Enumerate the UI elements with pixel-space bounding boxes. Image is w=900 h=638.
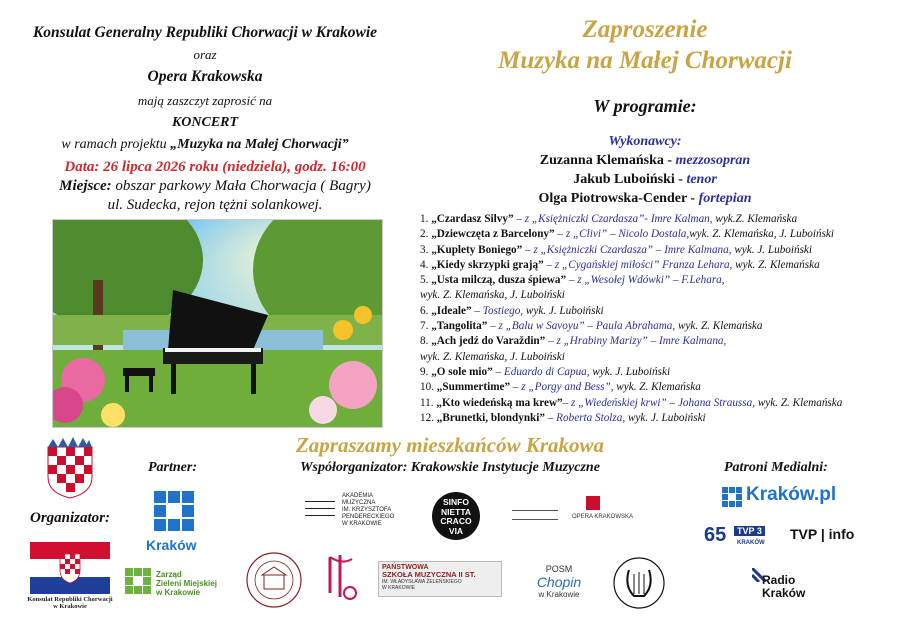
program-item-performers: wyk. Z. Klemańska xyxy=(675,320,763,333)
program-item-title: „Summertime” xyxy=(436,381,511,394)
consulate-name: Konsulat Generalny Republiki Chorwacji w Krakowie xyxy=(32,24,378,41)
date-line xyxy=(40,158,390,177)
program-item-title: „Kto wiedeńską ma krew” xyxy=(436,396,563,409)
program-item xyxy=(420,212,890,227)
program-item-title: „Ideale” xyxy=(431,304,472,317)
program-item-source: – Roberta Stolza, xyxy=(544,411,626,424)
performer-role: tenor xyxy=(686,172,717,187)
program-item-number: 7. xyxy=(420,320,432,333)
krakow-pl-text: Kraków.pl xyxy=(746,484,837,505)
pszm-text-1: PAŃSTWOWA xyxy=(382,564,429,571)
program-item-performers: wyk. Z. Klemańska xyxy=(755,396,843,409)
lyre-school-emblem-logo xyxy=(612,556,666,610)
posm-text-2: Chopin xyxy=(536,574,582,590)
program-item-number: 8. xyxy=(420,335,432,348)
program-item-title: „Tangolita” xyxy=(431,320,488,333)
and-text: oraz xyxy=(193,47,217,62)
date-value: 26 lipca 2026 roku (niedziela), godz. 16:00 xyxy=(99,159,366,175)
zarzad-line-3: w Krakowie xyxy=(156,588,201,597)
akademia-text-1: AKADEMIA xyxy=(342,493,374,499)
program-item-source: – z „Księżniczki Czardasza” – Imre Kalmana, xyxy=(522,243,732,256)
program-item xyxy=(420,396,890,411)
pszm-text-4: W KRAKOWIE xyxy=(382,585,416,591)
krakow-pl-icon xyxy=(722,487,742,507)
program-list xyxy=(420,212,890,426)
akademia-text-3: IM. KRZYSZTOFA xyxy=(342,507,392,513)
posm-chopin-logo xyxy=(524,564,594,599)
patrons-label: Patroni Medialni: xyxy=(724,460,828,475)
performers-list xyxy=(440,151,850,208)
event-details xyxy=(40,158,390,215)
tvp3-number: 65 xyxy=(704,524,727,546)
posm-text-3: w Krakowie xyxy=(538,590,580,599)
program-item-title: „Ach jedź do Varaždin” xyxy=(431,335,546,348)
program-item xyxy=(420,380,890,395)
krakow-partner-text: Kraków xyxy=(146,537,197,553)
program-item-title: „O sole mio” xyxy=(431,365,493,378)
program-item-number: 10. xyxy=(420,381,437,394)
program-item-number: 9. xyxy=(420,365,432,378)
title-line-1: Zaproszenie xyxy=(582,16,708,43)
program-item-performers-continued: wyk. Z. Klemańska, J. Luboiński xyxy=(420,289,565,302)
program-item-title: „Dziewczęta z Barcelony” xyxy=(431,228,555,241)
program-item-source: – z „Hrabiny Marizy” – Imre Kalmana, xyxy=(545,335,727,348)
invite-text: mają zaszczyt zaprosić na xyxy=(137,93,273,108)
program-item-performers: wyk. J. Luboiński xyxy=(625,411,706,424)
program-item xyxy=(420,258,890,273)
partner-label: Partner: xyxy=(148,460,197,475)
program-item-performers: wyk. J. Luboiński xyxy=(523,304,604,317)
project-prefix: w ramach projektu xyxy=(61,137,171,152)
program-item-source: – Tostiego, xyxy=(471,304,524,317)
place-value: obszar parkowy Mała Chorwacja ( Bagry) xyxy=(111,178,371,194)
performer-name: Jakub Luboiński - xyxy=(573,172,687,187)
music-school-emblem-logo xyxy=(245,551,303,609)
akademia-line-2-deco xyxy=(305,508,335,509)
program-item-source: – z „Balu w Savoyu” – Paula Abrahama, xyxy=(487,320,676,333)
zarzad-zieleni-icon xyxy=(125,568,151,594)
invite-residents: Zapraszamy mieszkańców Krakowa xyxy=(295,433,605,457)
program-item-performers-continued: wyk. Z. Klemańska, J. Luboiński xyxy=(420,350,565,363)
program-heading: W programie: xyxy=(593,96,697,116)
program-item-title: „Brunetki, blondynki” xyxy=(436,411,545,424)
invitation-title xyxy=(440,14,850,76)
program-item xyxy=(420,411,890,426)
consulate-caption-line-2: w Krakowie xyxy=(53,603,87,610)
concert-label: KONCERT xyxy=(171,115,239,130)
project-line xyxy=(20,134,390,156)
program-item-number: 11. xyxy=(420,396,437,409)
date-label: Data: xyxy=(64,159,100,175)
akademia-muzyczna-logo xyxy=(342,493,394,528)
coorganizer-line: Współorganizator: Krakowskie Instytucje Muzyczne xyxy=(300,460,600,475)
program-item xyxy=(420,304,890,319)
performer-row xyxy=(440,151,850,170)
tvp3-city: KRAKÓW xyxy=(737,540,765,546)
program-item-title: „Czardasz Silvy” xyxy=(431,213,514,225)
pszm-text-3: IM. WŁADYSŁAWA ŻELEŃSKIEGO xyxy=(382,579,462,585)
akademia-text-5: W KRAKOWIE xyxy=(342,521,382,527)
program-item-performers: wyk. Z. Klemańska xyxy=(613,381,701,394)
program-item-number: 4. xyxy=(420,258,432,271)
croatian-flag-logo xyxy=(30,542,110,594)
title-line-2: Muzyka na Małej Chorwacji xyxy=(498,47,792,74)
project-name: „Muzyka na Małej Chorwacji” xyxy=(170,137,349,152)
program-item-source: – Eduardo di Capua, xyxy=(492,365,590,378)
program-item-source: – z „Clivi” – Nicolo Dostala, xyxy=(554,228,690,241)
program-item xyxy=(420,319,890,334)
street-line: ul. Sudecka, rejon tężni solankowej. xyxy=(107,197,323,213)
opera-name: Opera Krakowska xyxy=(147,68,263,85)
performer-name: Zuzanna Klemańska - xyxy=(539,153,676,168)
program-item-source: – z „Porgy and Bess”, xyxy=(510,381,614,394)
zarzad-zieleni-text xyxy=(156,570,217,597)
program-item-performers: wyk. J. Luboiński xyxy=(589,365,671,378)
zarzad-line-1: Zarząd xyxy=(156,570,182,579)
program-item-number: 12. xyxy=(420,411,437,424)
performers-heading: Wykonawcy: xyxy=(608,134,682,149)
performers-block xyxy=(440,132,850,208)
place-line xyxy=(40,177,390,196)
piano-garden-photo xyxy=(52,219,383,428)
program-item-number: 5. xyxy=(420,274,432,287)
program-item-source: – z „Wesołej Wdówki” – F.Lehara, xyxy=(566,274,725,287)
program-item-title: „Usta milczą, dusza śpiewa” xyxy=(431,274,567,287)
program-item-title: „Kuplety Boniego” xyxy=(431,243,523,256)
place-label: Miejsce: xyxy=(59,178,112,194)
music-notes-logo xyxy=(322,553,362,605)
program-item-number: 2. xyxy=(420,228,432,241)
radio-text-2: Kraków xyxy=(762,586,806,600)
akademia-line-3-deco xyxy=(305,515,335,516)
croatian-coat-of-arms-logo xyxy=(45,437,95,499)
krakow-city-logo xyxy=(154,491,194,531)
program-item-performers: wyk. Z. Klemańska xyxy=(732,258,820,271)
tvp-info-logo: TVP | info xyxy=(790,526,855,542)
akademia-text-4: PENDERECKIEGO xyxy=(342,514,395,520)
program-item-number: 6. xyxy=(420,304,432,317)
program-item xyxy=(420,273,890,288)
program-item-performers: wyk. J. Luboiński xyxy=(731,243,813,256)
program-item xyxy=(420,334,890,349)
opera-logo-mark xyxy=(586,496,600,510)
performer-name: Olga Piotrowska-Cender - xyxy=(538,191,699,206)
program-item-performers: wyk. Z. Klemańska, J. Luboiński xyxy=(689,228,835,241)
performer-role: fortepian xyxy=(698,191,752,206)
program-item-source: – z „Wiedeńskiej krwi” – Johana Straussa, xyxy=(562,396,756,409)
performer-row xyxy=(440,189,850,208)
program-item-performers: wyk.Z. Klemańska xyxy=(712,213,798,225)
akademia-line-1-deco xyxy=(305,501,335,502)
zarzad-line-2: Zieleni Miejskiej xyxy=(156,579,217,588)
program-item xyxy=(420,365,890,380)
radio-text-1: Radio xyxy=(762,573,796,587)
institute-small-mark xyxy=(512,510,558,520)
invitation-header-left xyxy=(20,22,390,156)
program-item-source: – z „Księżniczki Czardasza”- Imre Kalman, xyxy=(513,213,713,225)
akademia-text-2: MUZYCZNA xyxy=(342,500,376,506)
program-item-number: 1. xyxy=(420,213,432,225)
pszm-text-2: SZKOŁA MUZYCZNA II ST. xyxy=(382,570,476,579)
consulate-caption xyxy=(22,596,118,610)
program-item-source: – z „Cygańskiej miłości” Franza Lehara, xyxy=(543,258,733,271)
sinfo-text-1: SINFO xyxy=(443,497,469,507)
program-item-number: 3. xyxy=(420,243,432,256)
sinfo-text-4: VIA xyxy=(448,525,464,536)
program-item-title: „Kiedy skrzypki grają” xyxy=(431,258,544,271)
program-item xyxy=(420,243,890,258)
sinfo-text-3: CRACO xyxy=(440,516,472,526)
performer-role: mezzosopran xyxy=(675,153,751,168)
program-item xyxy=(420,227,890,242)
pszm-logo xyxy=(378,561,502,597)
consulate-caption-line-1: Konsulat Republiki Chorwacji xyxy=(27,596,113,603)
radio-krakow-text xyxy=(762,574,805,600)
performer-row xyxy=(440,170,850,189)
tvp3-logo: TVP 3 xyxy=(734,526,765,536)
sinfonietta-cracovia-logo xyxy=(432,492,480,540)
posm-text-1: POSM xyxy=(545,564,573,574)
sinfo-text-2: NIETTA xyxy=(440,506,472,517)
organizer-label: Organizator: xyxy=(30,510,111,526)
opera-logo-text: OPERA KRAKOWSKA xyxy=(572,514,634,520)
